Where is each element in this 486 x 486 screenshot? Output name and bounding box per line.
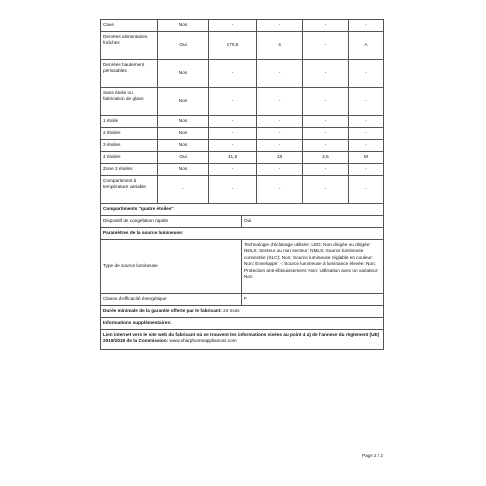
row-label: Denrées hautement périssables	[101, 60, 158, 88]
row-value: Non	[158, 88, 209, 116]
row-value: -	[349, 164, 384, 176]
table-row	[101, 116, 384, 128]
four-star-header: Compartiments "quatre étoiles"	[101, 204, 384, 216]
row-value: Non	[158, 128, 209, 140]
row-value: -	[257, 60, 303, 88]
row-value: -	[303, 116, 349, 128]
row-value: Non	[158, 164, 209, 176]
row-value: -	[158, 176, 209, 204]
row-value: Non	[158, 60, 209, 88]
row-value: -	[303, 88, 349, 116]
table-row	[101, 152, 384, 164]
row-value: -	[257, 128, 303, 140]
row-label: Cave	[101, 20, 158, 32]
row-value: -	[303, 164, 349, 176]
row-value: -	[349, 60, 384, 88]
row-label: Denrées alimentaires fraîches	[101, 32, 158, 60]
row-value: 170,5	[209, 32, 257, 60]
warranty-label: Durée minimale de la garantie offerte par le fabricant:	[103, 307, 222, 313]
row-value: -	[303, 128, 349, 140]
table-row	[101, 88, 384, 116]
parameters-table	[100, 203, 384, 350]
row-value: Oui	[158, 32, 209, 60]
row-value: 4	[257, 32, 303, 60]
row-value: -	[303, 20, 349, 32]
row-value: -	[209, 60, 257, 88]
rapid-freeze-value: Oui	[242, 216, 384, 228]
row-value: M	[349, 152, 384, 164]
row-value: -	[303, 140, 349, 152]
row-value: -	[349, 176, 384, 204]
row-value: -	[303, 176, 349, 204]
table-row	[101, 128, 384, 140]
row-value: 41,5	[209, 152, 257, 164]
row-value: -	[209, 176, 257, 204]
row-value: Non	[158, 116, 209, 128]
row-value: -	[209, 164, 257, 176]
row-value: -	[209, 88, 257, 116]
row-value: -	[257, 116, 303, 128]
row-value: -	[349, 128, 384, 140]
table-row	[101, 176, 384, 204]
row-value: -	[209, 116, 257, 128]
row-value: 18	[257, 152, 303, 164]
row-value: -	[349, 116, 384, 128]
row-value: A	[349, 32, 384, 60]
light-type-label: Type de source lumineuse	[101, 240, 242, 294]
row-value: -	[209, 20, 257, 32]
warranty-row	[101, 306, 384, 318]
row-value: 2,6	[303, 152, 349, 164]
row-value: -	[209, 128, 257, 140]
row-value: -	[257, 20, 303, 32]
page-number: Page 2 / 2	[362, 453, 383, 458]
efficiency-label: Classe d'efficacité énergétique	[101, 294, 242, 306]
warranty-value: 24 mois	[223, 307, 240, 313]
row-value: -	[257, 176, 303, 204]
row-value: -	[257, 164, 303, 176]
row-label: Sans étoile ou fabrication de glace	[101, 88, 158, 116]
rapid-freeze-label: Dispositif de congélation rapide	[101, 216, 242, 228]
row-value: -	[257, 140, 303, 152]
table-row	[101, 164, 384, 176]
row-value: -	[349, 20, 384, 32]
light-source-header: Paramètres de la source lumineuse:	[101, 228, 384, 240]
row-label: Compartiment à température variable	[101, 176, 158, 204]
row-label: 3 étoiles	[101, 140, 158, 152]
light-type-value: Technologie d'éclairage utilisée: LED; Non-dirigée ou dirigée: NDLS; Secteur ou non secteur: NMLS; Source lumineuse connectée (SLC): Non; Source lumineuse réglable en couleur: Non; Enveloppe: -; Source lumineuse à luminance élevée: Non; Protection anti-éblouissement: Non; Utilisation avec un variateur: Non	[242, 240, 384, 294]
manufacturer-link-row	[101, 330, 384, 350]
row-value: -	[303, 32, 349, 60]
row-value: -	[349, 88, 384, 116]
row-value: -	[349, 140, 384, 152]
efficiency-value: F	[242, 294, 384, 306]
row-label: Zone 2 étoiles	[101, 164, 158, 176]
row-value: Oui	[158, 152, 209, 164]
table-row	[101, 60, 384, 88]
row-label: 2 étoiles	[101, 128, 158, 140]
table-row	[101, 140, 384, 152]
row-label: 1 étoile	[101, 116, 158, 128]
row-label: 4 étoiles	[101, 152, 158, 164]
compartment-table	[100, 19, 384, 204]
table-row	[101, 32, 384, 60]
row-value: Non	[158, 140, 209, 152]
manufacturer-link-url[interactable]: www.sharphomeappliances.com	[169, 337, 237, 343]
row-value: -	[257, 88, 303, 116]
extra-info-header: Informations supplémentaires:	[101, 318, 384, 330]
row-value: -	[303, 60, 349, 88]
table-row	[101, 20, 384, 32]
row-value: Non	[158, 20, 209, 32]
row-value: -	[209, 140, 257, 152]
manufacturer-link-text: Lien internet vers le site web du fabricant où se trouvent les informations visées au point 4 a) de l'annexe du règlement (UE) 2019/2019 de la Commission:	[103, 331, 380, 343]
